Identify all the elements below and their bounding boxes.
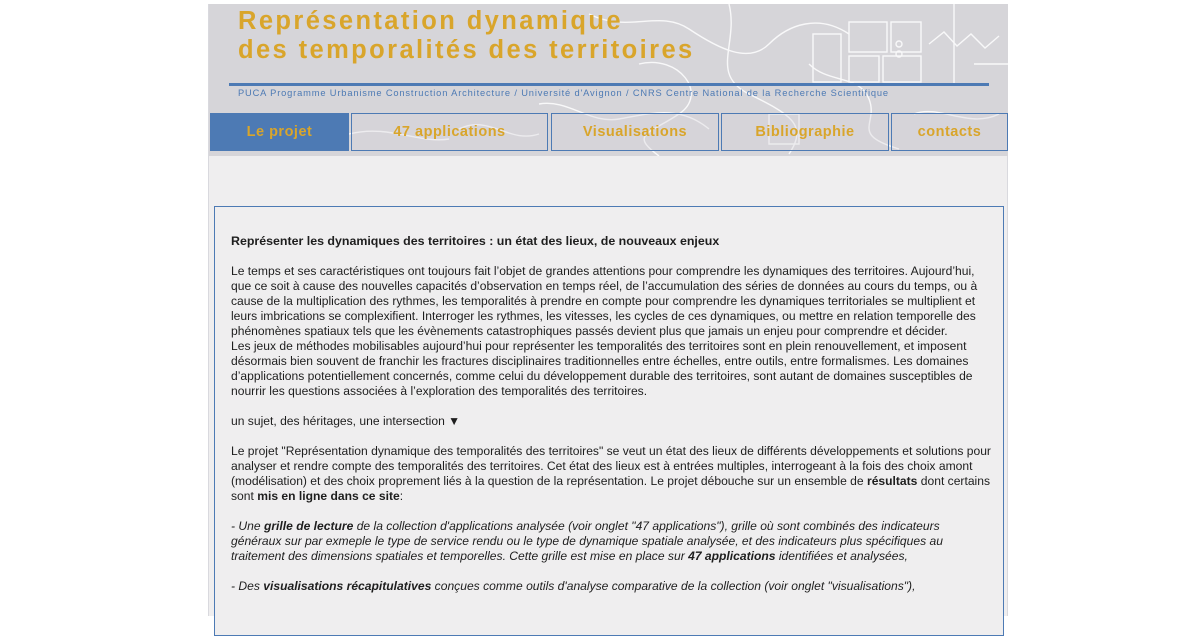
paragraph-project bbox=[231, 444, 991, 504]
nav-tab-contacts[interactable]: contacts bbox=[891, 113, 1008, 151]
bullet-text: - Une bbox=[231, 519, 264, 533]
bullet-text: - Des bbox=[231, 579, 264, 593]
title-divider bbox=[229, 83, 989, 86]
site-subtitle: PUCA Programme Urbanisme Construction Architecture / Université d'Avignon / CNRS Centre National de la Recherche Scientifique bbox=[238, 88, 889, 98]
bullet-text: identifiées et analysées, bbox=[775, 549, 908, 563]
bullet-text: de la collection d'applications analysée (voir onglet "47 applications"), grille où sont combinés des indicateurs généraux sur par exmeple le type de service rendu ou le type de dynamique spatiale analysée, et des indicateurs plus spécifiques au traitement des dimensions spatiales et temporelles. Cette grille est mise en place sur bbox=[231, 519, 943, 563]
paragraph-project-text: : bbox=[399, 489, 404, 503]
paragraph-project-text: dont certains sont bbox=[231, 474, 991, 503]
nav-tab-bibliographie[interactable]: Bibliographie bbox=[721, 113, 889, 151]
content-text bbox=[231, 234, 991, 594]
site-title-line-2: des temporalités des territoires bbox=[238, 36, 695, 64]
emphasis-47-applications: 47 applications bbox=[688, 549, 776, 563]
section-heading: Représenter les dynamiques des territoires : un état des lieux, de nouveaux enjeux bbox=[231, 234, 720, 248]
emphasis-visualisations: visualisations récapitulatives bbox=[263, 579, 432, 593]
bullet-visualisations bbox=[231, 579, 991, 594]
paragraph-intro: Le temps et ses caractéristiques ont toujours fait l’objet de grandes attentions pour comprendre les dynamiques des territoires. Aujourd’hui, que ce soit à cause des nouvelles capacités d’observation en temps réel, de l’accumulation des séries de données au cours du temps, ou à cause de la multiplication des rythmes, les temporalités à prendre en compte pour comprendre les dynamiques territoriales se multiplient et leurs imbrications se complexifient. Interroger les rythmes, les vitesses, les cycles de ces dynamiques, ou mettre en relation temporelle des phénomènes spatiaux tels que les évènements catastrophiques passés devient plus que jamais un enjeu pour comprendre et décider. bbox=[231, 264, 978, 338]
nav-tab-le-projet[interactable]: Le projet bbox=[210, 113, 349, 151]
header-banner bbox=[209, 4, 1008, 156]
site-title-line-1: Représentation dynamique bbox=[238, 7, 623, 35]
paragraph-project-text: Le projet "Représentation dynamique des temporalités des territoires" se veut un état des lieux de différents développements et solutions pour analyser et rendre compte des temporalités des territoires. Cet état des lieux est à entrées multiples, interrogeant à la fois des choix amont (modélisation) et des choix proprement liés à la question de la représentation. Le projet débouche sur un ensemble de bbox=[231, 444, 991, 488]
nav-tab-visualisations[interactable]: Visualisations bbox=[551, 113, 719, 151]
bullet-text: conçues comme outils d'analyse comparative de la collection (voir onglet "visualisations"), bbox=[431, 579, 916, 593]
page-container bbox=[208, 4, 1008, 616]
expand-toggle-link[interactable]: un sujet, des héritages, une intersection ▼ bbox=[231, 414, 461, 428]
emphasis-online: mis en ligne dans ce site bbox=[257, 489, 400, 503]
emphasis-resultats: résultats bbox=[866, 474, 918, 488]
content-panel bbox=[214, 206, 1004, 636]
paragraph-methods: Les jeux de méthodes mobilisables aujourd’hui pour représenter les temporalités des territoires sont en plein renouvellement, et imposent désormais bien souvent de franchir les fractures disciplinaires traditionnelles entre échelles, entre outils, entre formalismes. Les domaines d’applications potentiellement concernés, comme celui du développement durable des territoires, sont autant de domaines susceptibles de nourrir les questions associées à l’exploration des temporalités des territoires. bbox=[231, 339, 973, 398]
bullet-grille bbox=[231, 519, 991, 564]
emphasis-grille: grille de lecture bbox=[263, 519, 354, 533]
nav-tab-47-applications[interactable]: 47 applications bbox=[351, 113, 548, 151]
